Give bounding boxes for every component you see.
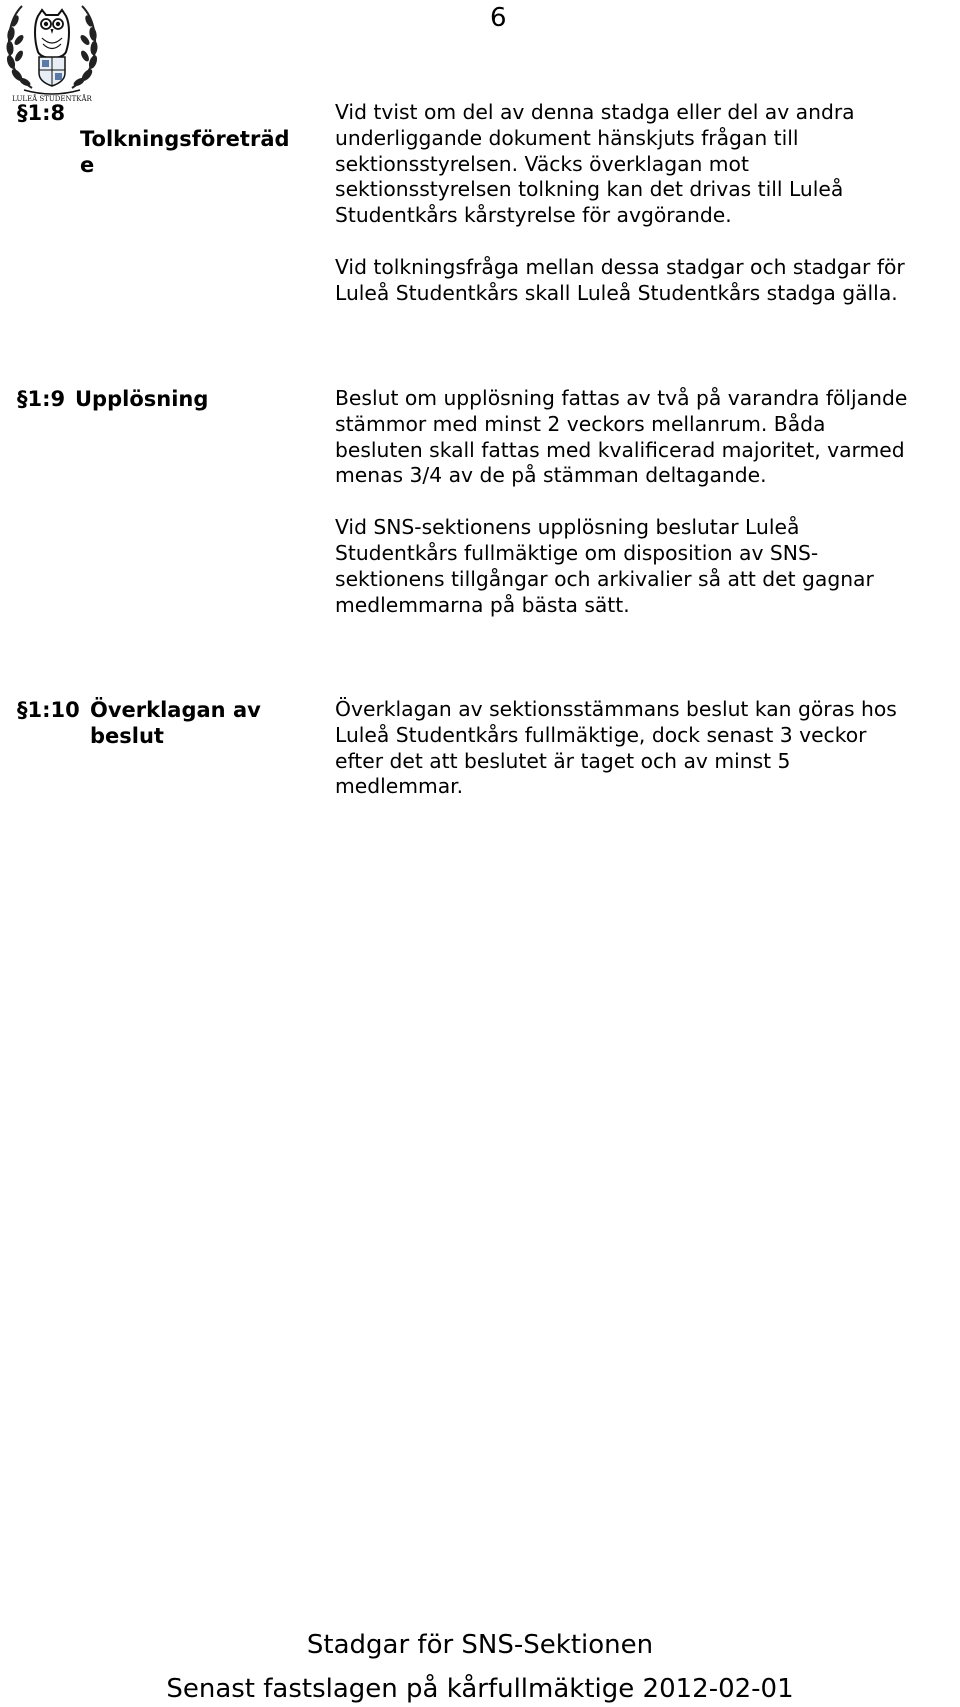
- page-number: 6: [490, 3, 507, 33]
- laurel-right-icon: [72, 6, 99, 88]
- shield-icon: [39, 57, 65, 86]
- section-number: §1:9: [17, 387, 66, 411]
- paragraph: Vid SNS-sektionens upplösning beslutar Luleå Studentkårs fullmäktige om disposition av SNS- sektionens tillgångar och arkivalier så att det gagnar medlemmarna på bästa sätt.: [335, 515, 874, 617]
- footer-date: Senast fastslagen på kårfullmäktige 2012-02-01: [166, 1674, 794, 1704]
- section-body: [335, 386, 955, 618]
- laurel-left-icon: [5, 6, 32, 88]
- paragraph: Vid tolkningsfråga mellan dessa stadgar och stadgar för Luleå Studentkårs skall Luleå Studentkårs stadga gälla.: [335, 254, 905, 305]
- section-number: §1:8: [17, 101, 66, 125]
- paragraph: Beslut om upplösning fattas av två på varandra följande stämmor med minst 2 veckors mellanrum. Båda besluten skall fattas med kvalificerad majoritet, varmed menas 3/4 av de på stämman deltagande.: [335, 386, 908, 488]
- lulea-studentkar-logo: [2, 0, 102, 104]
- section-body: [335, 100, 955, 307]
- section-title: Upplösning: [75, 387, 209, 411]
- owl-icon: [35, 10, 69, 58]
- section-title: Överklagan av beslut: [90, 698, 261, 748]
- section-number: §1:10: [17, 698, 80, 722]
- svg-text:LULEÅ STUDENTKÅR: LULEÅ STUDENTKÅR: [12, 95, 92, 103]
- section-title: Tolkningsföreträd e: [80, 127, 290, 177]
- section-body: [335, 697, 955, 800]
- paragraph: Överklagan av sektionsstämmans beslut kan göras hos Luleå Studentkårs fullmäktige, dock senast 3 veckor efter det att beslutet är taget och av minst 5 medlemmar.: [335, 697, 897, 799]
- footer-title: Stadgar för SNS-Sektionen: [306, 1630, 654, 1660]
- paragraph: Vid tvist om del av denna stadga eller del av andra underliggande dokument hänskjuts frågan till sektionsstyrelsen. Väcks överklagan mot sektionsstyrelsen tolkning kan det drivas till Luleå Studentkårs kårstyrelse för avgörande.: [335, 100, 855, 228]
